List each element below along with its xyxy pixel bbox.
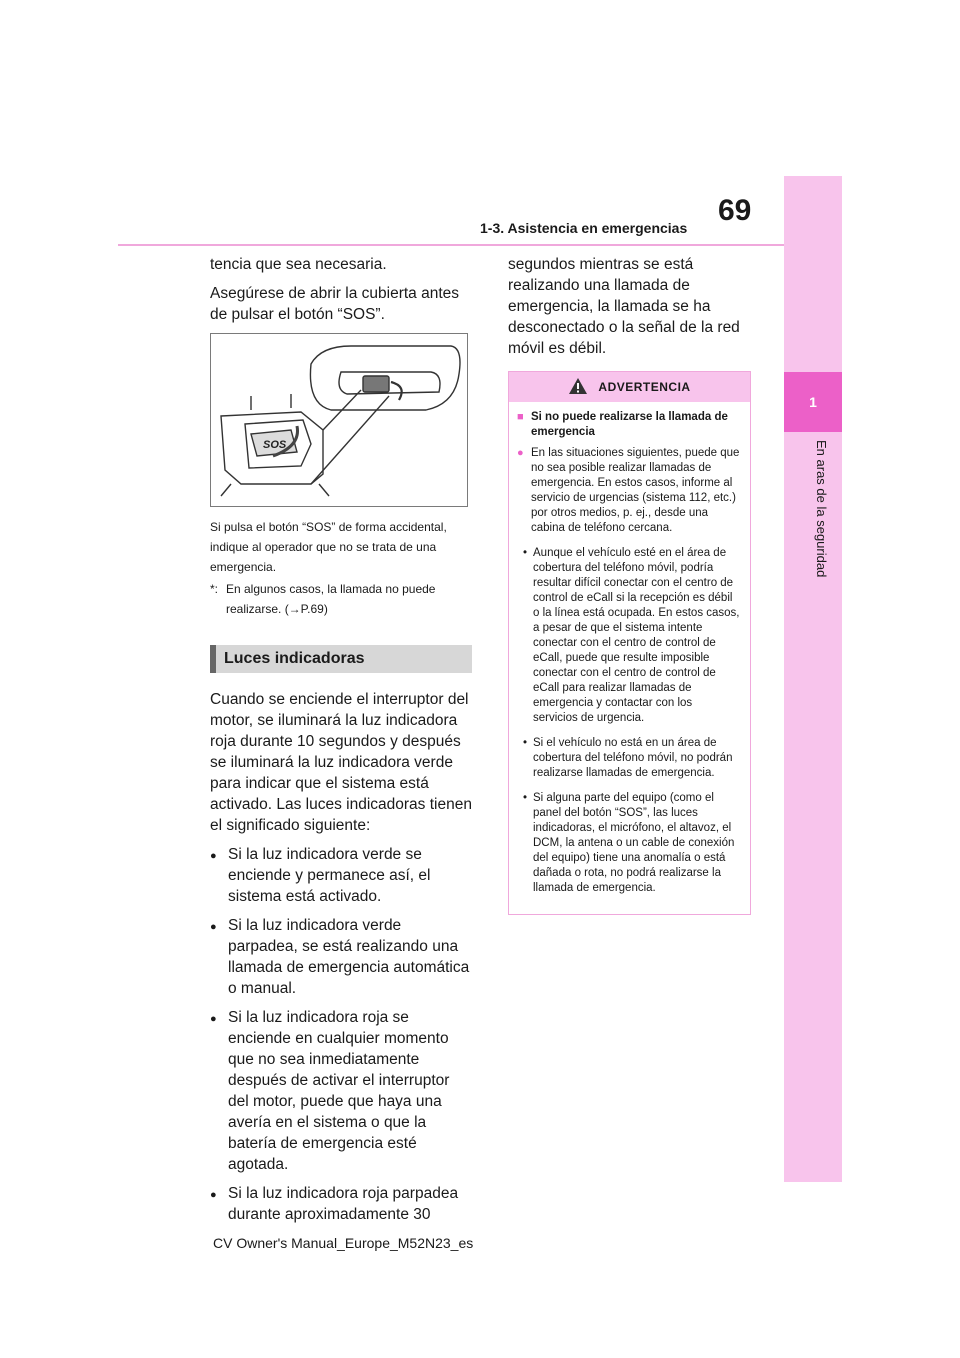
list-item-text: Si la luz indicadora verde parpadea, se está realizando una llamada de emergencia automática o manual. bbox=[228, 917, 470, 997]
sos-label: SOS bbox=[263, 439, 287, 451]
filled-circle-icon: ● bbox=[517, 447, 524, 459]
list-item-text: Si la luz indicadora verde se enciende y permanece así, el sistema está activado. bbox=[228, 846, 431, 905]
warning-list-item-text: Aunque el vehículo esté en el área de cobertura del teléfono móvil, podría resultar difícil conectar con el centro de control de eCall si la recepción es débil o la línea está ocupada. En estos casos, a pesar de que el sistema intente conectar con el centro de control de eCall, puede que resulte imposible conectar con el centro de control de eCall para realizar llamadas de emergencia y contactar con los servicios de urgencia. bbox=[533, 547, 740, 724]
chapter-label: En aras de la seguridad bbox=[814, 440, 829, 578]
warning-heading: ADVERTENCIA bbox=[598, 380, 691, 394]
paragraph: segundos mientras se está realizando una llamada de emergencia, la llamada se ha desconectado o la señal de la red móvil es débil. bbox=[508, 256, 740, 357]
warning-list-item bbox=[517, 546, 740, 726]
filled-square-icon: ■ bbox=[517, 411, 524, 423]
chapter-number-tab: 1 bbox=[784, 372, 842, 432]
list-item bbox=[210, 1007, 472, 1175]
warning-item-text: En las situaciones siguientes, puede que no sea posible realizar llamadas de emergencia. En estos casos, informe al servicio de urgencias (sistema 112, etc.) por otros medios, p. ej., desde una cabina de teléfono cercana. bbox=[531, 447, 740, 534]
warning-triangle-icon bbox=[568, 377, 588, 398]
footer-manual-id: CV Owner's Manual_Europe_M52N23_es bbox=[213, 1235, 474, 1251]
warning-list-item bbox=[517, 791, 740, 896]
bullet-dot-icon: • bbox=[522, 737, 528, 749]
list-item bbox=[210, 844, 472, 907]
warning-list-item-text: Si alguna parte del equipo (como el panel del botón “SOS”, las luces indicadoras, el micrófono, el altavoz, el DCM, la antena o un cable de conexión del equipo) tiene una anomalía o está dañada o rota, no podrá realizarse la llamada de emergencia. bbox=[533, 792, 735, 894]
warning-list-item-text: Si el vehículo no está en un área de cobertura del teléfono móvil, no podrán realizarse llamadas de emergencia. bbox=[533, 737, 733, 779]
footnote bbox=[210, 579, 472, 619]
section-title: 1-3. Asistencia en emergencias bbox=[480, 220, 688, 236]
warning-list-item bbox=[517, 736, 740, 781]
warning-header bbox=[509, 372, 750, 402]
footnote-text: En algunos casos, la llamada no puede realizarse. (→P.69) bbox=[226, 582, 436, 616]
list-item bbox=[210, 915, 472, 999]
warning-body bbox=[509, 402, 750, 914]
warning-title bbox=[517, 410, 740, 440]
left-column bbox=[210, 254, 472, 1233]
page-number: 69 bbox=[718, 194, 752, 227]
filled-circle-icon: ● bbox=[210, 921, 217, 933]
list-item-text: Si la luz indicadora roja se enciende en cualquier momento que no sea inmediatamente después de activar el interruptor del motor, puede que haya una avería en el sistema o que la batería de emergencia esté agotada. bbox=[228, 1009, 450, 1173]
figure-caption: Si pulsa el botón “SOS” de forma accidental, indique al operador que no se trata de una emergencia. bbox=[210, 520, 447, 574]
bullet-dot-icon: • bbox=[522, 792, 528, 804]
right-column bbox=[508, 254, 751, 915]
list-item bbox=[210, 1183, 472, 1225]
warning-item bbox=[517, 446, 740, 536]
chapter-side-tab bbox=[784, 176, 842, 1182]
subheading-indicator-lights: Luces indicadoras bbox=[210, 645, 472, 673]
filled-circle-icon: ● bbox=[210, 1013, 217, 1025]
bullet-dot-icon: • bbox=[522, 547, 528, 559]
list-item-text: Si la luz indicadora roja parpadea durante aproximadamente 30 bbox=[228, 1185, 459, 1223]
paragraph: Asegúrese de abrir la cubierta antes de pulsar el botón “SOS”. bbox=[210, 285, 460, 323]
filled-circle-icon: ● bbox=[210, 1189, 217, 1201]
paragraph: Cuando se enciende el interruptor del motor, se iluminará la luz indicadora roja durante 10 segundos y después se iluminará la luz indicadora verde para indicar que el sistema está activado. Las luces indicadoras tienen el significado siguiente: bbox=[210, 691, 472, 834]
filled-circle-icon: ● bbox=[210, 850, 217, 862]
warning-box bbox=[508, 371, 751, 915]
paragraph: tencia que sea necesaria. bbox=[210, 256, 387, 273]
header-rule bbox=[118, 244, 784, 246]
warning-title-text: Si no puede realizarse la llamada de emergencia bbox=[531, 411, 728, 438]
sos-button-illustration bbox=[210, 333, 468, 507]
footnote-mark: *: bbox=[210, 582, 219, 596]
